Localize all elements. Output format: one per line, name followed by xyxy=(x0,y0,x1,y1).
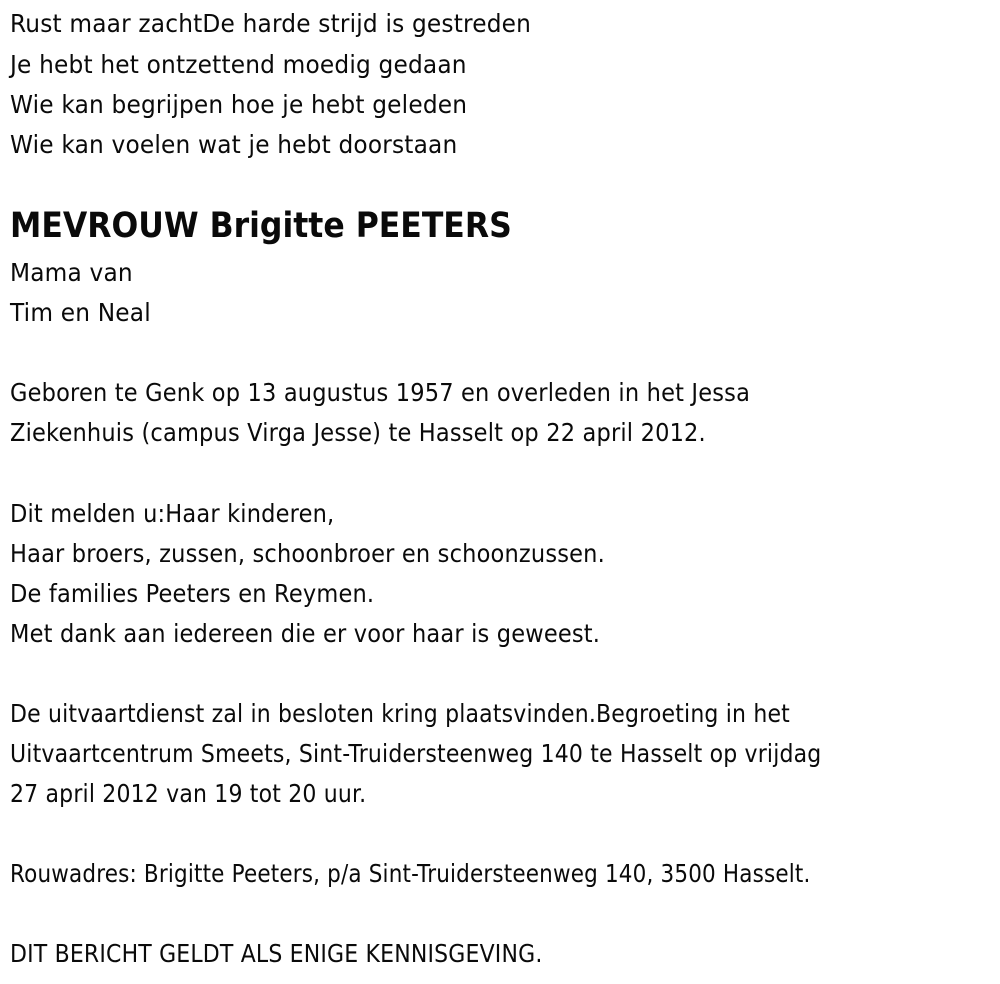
poem-line: Wie kan voelen wat je hebt doorstaan xyxy=(10,130,458,159)
birth-death-line: Geboren te Genk op 13 augustus 1957 en overleden in het Jessa xyxy=(10,378,751,407)
sole-notice-statement: DIT BERICHT GELDT ALS ENIGE KENNISGEVING. xyxy=(10,939,543,968)
deceased-name-heading: MEVROUW Brigitte PEETERS xyxy=(10,206,512,246)
relation-line: Tim en Neal xyxy=(10,298,151,327)
funeral-line: Uitvaartcentrum Smeets, Sint-Truidersteenweg 140 te Hasselt op vrijdag xyxy=(10,739,822,768)
birth-death-line: Ziekenhuis (campus Virga Jesse) te Hasselt op 22 april 2012. xyxy=(10,418,706,447)
poem-line: Rust maar zachtDe harde strijd is gestreden xyxy=(10,9,532,38)
announcer-line: De families Peeters en Reymen. xyxy=(10,579,375,608)
poem-line: Je hebt het ontzettend moedig gedaan xyxy=(10,50,467,79)
funeral-line: De uitvaartdienst zal in besloten kring plaatsvinden.Begroeting in het xyxy=(10,699,790,728)
announcer-line: Haar broers, zussen, schoonbroer en schoonzussen. xyxy=(10,539,605,568)
announcer-line: Dit melden u:Haar kinderen, xyxy=(10,499,335,528)
poem-line: Wie kan begrijpen hoe je hebt geleden xyxy=(10,90,468,119)
mourning-address: Rouwadres: Brigitte Peeters, p/a Sint-Truidersteenweg 140, 3500 Hasselt. xyxy=(10,859,811,888)
relation-line: Mama van xyxy=(10,258,133,287)
announcer-line: Met dank aan iedereen die er voor haar is geweest. xyxy=(10,619,601,648)
funeral-line: 27 april 2012 van 19 tot 20 uur. xyxy=(10,779,367,808)
